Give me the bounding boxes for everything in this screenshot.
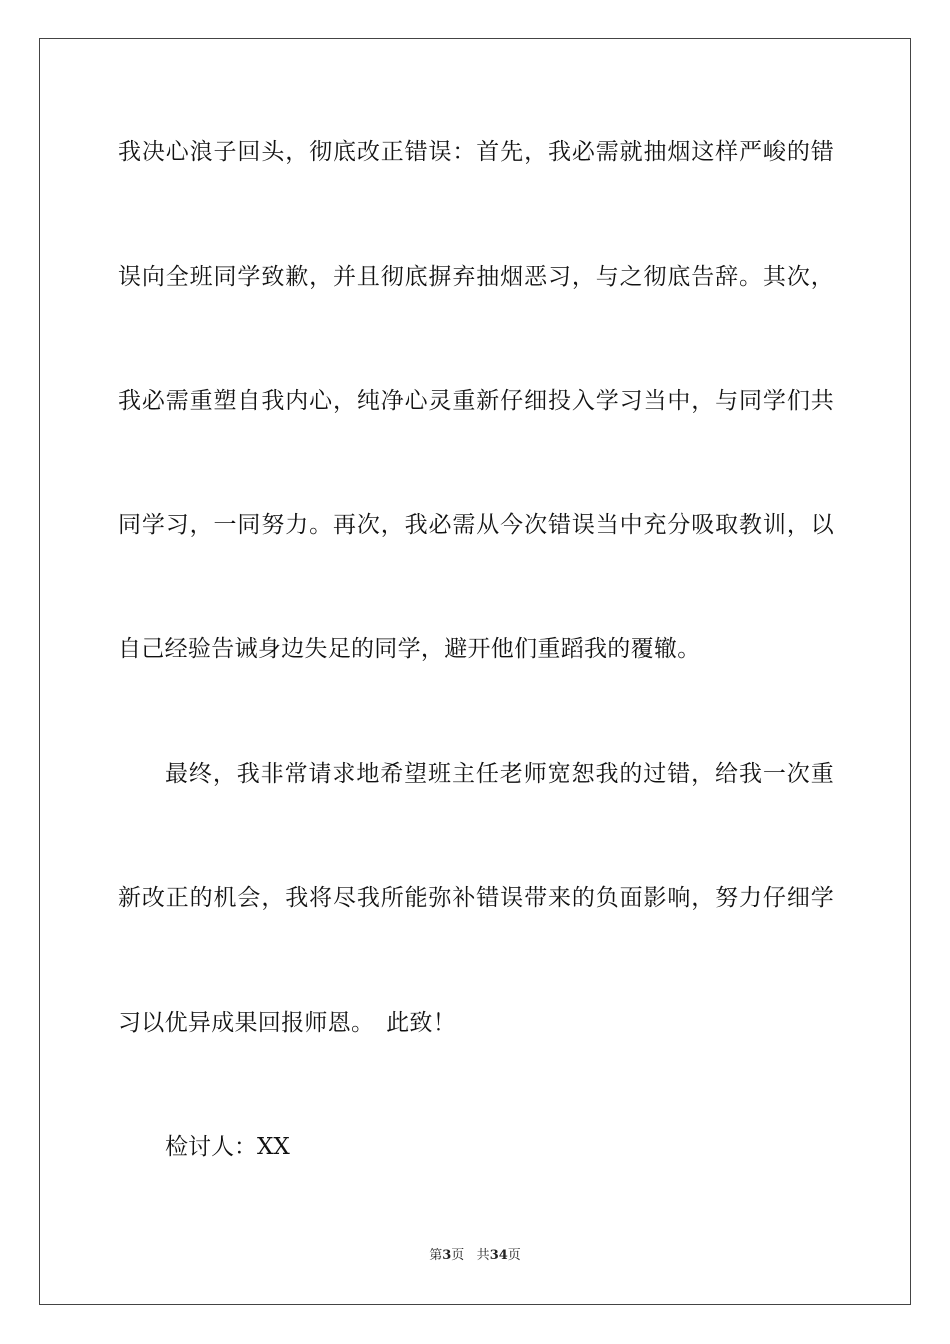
body-text-line-6: 最终，我非常请求地希望班主任老师宽恕我的过错，给我一次重: [165, 761, 834, 787]
body-text-line-5: 自己经验告诫身边失足的同学，避开他们重蹈我的覆辙。: [118, 636, 701, 662]
body-text-line-2: 误向全班同学致歉，并且彻底摒弃抽烟恶习，与之彻底告辞。其次，: [118, 264, 834, 290]
footer-total-suffix: 页: [507, 1248, 521, 1263]
body-text-line-3: 我必需重塑自我内心，纯净心灵重新仔细投入学习当中，与同学们共: [118, 388, 834, 414]
footer-page-number: 3: [442, 1248, 452, 1263]
body-text-line-8: 习以优异成果回报师恩。 此致！: [118, 1010, 456, 1036]
footer-page-prefix: 第: [429, 1248, 443, 1263]
signature-line: 检讨人：XX: [165, 1134, 290, 1160]
body-text-line-4: 同学习，一同努力。再次，我必需从今次错误当中充分吸取教训，以: [118, 512, 834, 538]
body-text-line-1: 我决心浪子回头，彻底改正错误：首先，我必需就抽烟这样严峻的错: [118, 139, 834, 165]
footer-total-prefix: 共: [476, 1248, 490, 1263]
footer-page-suffix: 页: [451, 1248, 465, 1263]
page-frame: [39, 38, 911, 1305]
page-footer: [0, 1247, 950, 1265]
body-text-line-7: 新改正的机会，我将尽我所能弥补错误带来的负面影响，努力仔细学: [118, 885, 834, 911]
footer-total-pages: 34: [489, 1248, 508, 1263]
